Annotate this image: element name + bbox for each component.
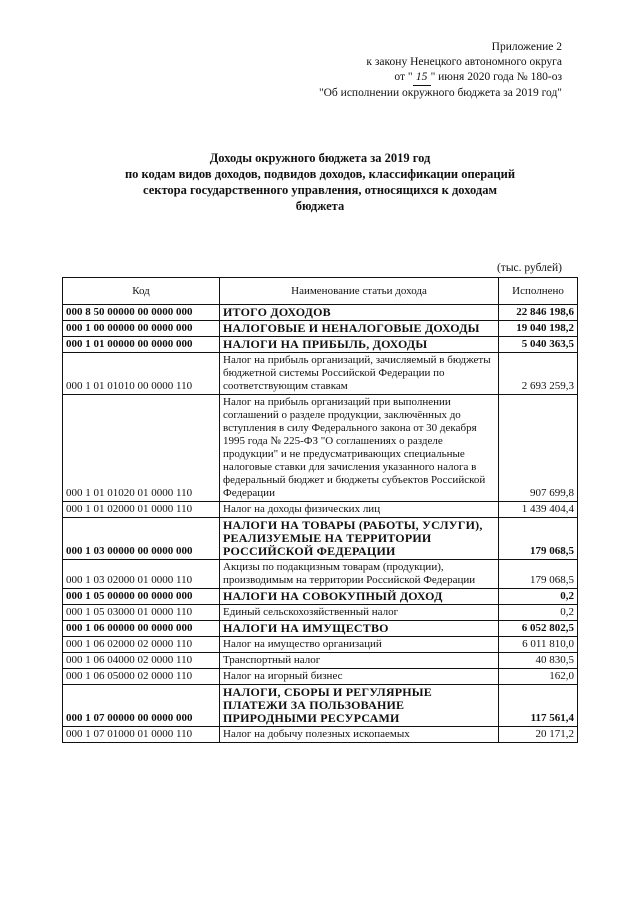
appendix-law: к закону Ненецкого автономного округа [366,56,562,68]
row-code: 000 1 01 02000 01 0000 110 [63,502,220,518]
row-name: НАЛОГИ НА ПРИБЫЛЬ, ДОХОДЫ [220,337,499,353]
row-code: 000 1 06 02000 02 0000 110 [63,637,220,653]
row-name: Налог на доходы физических лиц [220,502,499,518]
row-value: 0,2 [499,589,578,605]
income-table [62,277,578,743]
appendix-number: Приложение 2 [491,41,562,53]
appendix-date: от " 15 " июня 2020 года № 180-оз [319,70,562,86]
table-row [63,395,578,502]
column-header-name: Наименование статьи дохода [220,278,499,305]
row-name: НАЛОГОВЫЕ И НЕНАЛОГОВЫЕ ДОХОДЫ [220,321,499,337]
table-row [63,305,578,321]
appendix-law-title: "Об исполнении окружного бюджета за 2019 год" [318,87,562,99]
table-row [63,685,578,727]
row-value: 20 171,2 [499,727,578,743]
table-row [63,637,578,653]
table-row [63,353,578,395]
row-name: НАЛОГИ НА ТОВАРЫ (РАБОТЫ, УСЛУГИ), РЕАЛИЗУЕМЫЕ НА ТЕРРИТОРИИ РОССИЙСКОЙ ФЕДЕРАЦИИ [220,518,499,560]
row-value: 2 693 259,3 [499,353,578,395]
row-value: 1 439 404,4 [499,502,578,518]
handwritten-day: 15 [413,70,431,86]
table-row [63,589,578,605]
row-name: НАЛОГИ, СБОРЫ И РЕГУЛЯРНЫЕ ПЛАТЕЖИ ЗА ПОЛЬЗОВАНИЕ ПРИРОДНЫМИ РЕСУРСАМИ [220,685,499,727]
row-code: 000 1 06 04000 02 0000 110 [63,653,220,669]
row-name: НАЛОГИ НА ИМУЩЕСТВО [220,621,499,637]
row-code: 000 1 03 00000 00 0000 000 [63,518,220,560]
row-name: Транспортный налог [220,653,499,669]
row-value: 19 040 198,2 [499,321,578,337]
table-row [63,727,578,743]
row-code: 000 1 01 01010 00 0000 110 [63,353,220,395]
row-name: Акцизы по подакцизным товарам (продукции), производимым на территории Российской Федерации [220,560,499,589]
row-name: ИТОГО ДОХОДОВ [220,305,499,321]
table-header-row [63,278,578,305]
row-code: 000 1 03 02000 01 0000 110 [63,560,220,589]
table-row [63,605,578,621]
units-label: (тыс. рублей) [496,262,562,274]
row-code: 000 1 05 03000 01 0000 110 [63,605,220,621]
row-name: Налог на прибыль организаций, зачисляемый в бюджеты бюджетной системы Российской Федерации по соответствующим ставкам [220,353,499,395]
row-value: 117 561,4 [499,685,578,727]
row-value: 179 068,5 [499,560,578,589]
column-header-code: Код [63,278,220,305]
row-code: 000 1 01 00000 00 0000 000 [63,337,220,353]
row-value: 0,2 [499,605,578,621]
row-value: 162,0 [499,669,578,685]
row-name: Единый сельскохозяйственный налог [220,605,499,621]
document-title: Доходы окружного бюджета за 2019 год по кодам видов доходов, подвидов доходов, классификации операций сектора государственного управления, относящихся к доходам бюджета [124,151,516,213]
table-row [63,321,578,337]
row-code: 000 1 05 00000 00 0000 000 [63,589,220,605]
table-row [63,502,578,518]
row-value: 5 040 363,5 [499,337,578,353]
appendix-header [319,40,562,101]
table-row [63,518,578,560]
row-code: 000 1 07 01000 01 0000 110 [63,727,220,743]
row-name: Налог на добычу полезных ископаемых [220,727,499,743]
row-code: 000 1 07 00000 00 0000 000 [63,685,220,727]
row-name: Налог на прибыль организаций при выполнении соглашений о разделе продукции, заключённых до вступления в силу Федерального закона от 30 декабря 1995 года № 225-ФЗ "О соглашениях о разделе продукции" и не предусматривающих специальные налоговые ставки для зачисления указанного налога в федеральный бюджет и бюджеты субъектов Российской Федерации [220,395,499,502]
table-row [63,653,578,669]
row-value: 6 011 810,0 [499,637,578,653]
row-name: Налог на игорный бизнес [220,669,499,685]
row-value: 40 830,5 [499,653,578,669]
table-row [63,560,578,589]
row-name: НАЛОГИ НА СОВОКУПНЫЙ ДОХОД [220,589,499,605]
row-name: Налог на имущество организаций [220,637,499,653]
row-value: 22 846 198,6 [499,305,578,321]
row-code: 000 1 06 05000 02 0000 110 [63,669,220,685]
row-code: 000 1 06 00000 00 0000 000 [63,621,220,637]
row-value: 6 052 802,5 [499,621,578,637]
table-row [63,669,578,685]
row-value: 907 699,8 [499,395,578,502]
row-code: 000 1 01 01020 01 0000 110 [63,395,220,502]
table-row [63,337,578,353]
row-code: 000 8 50 00000 00 0000 000 [63,305,220,321]
row-code: 000 1 00 00000 00 0000 000 [63,321,220,337]
table-row [63,621,578,637]
row-value: 179 068,5 [499,518,578,560]
column-header-value: Исполнено [499,278,578,305]
